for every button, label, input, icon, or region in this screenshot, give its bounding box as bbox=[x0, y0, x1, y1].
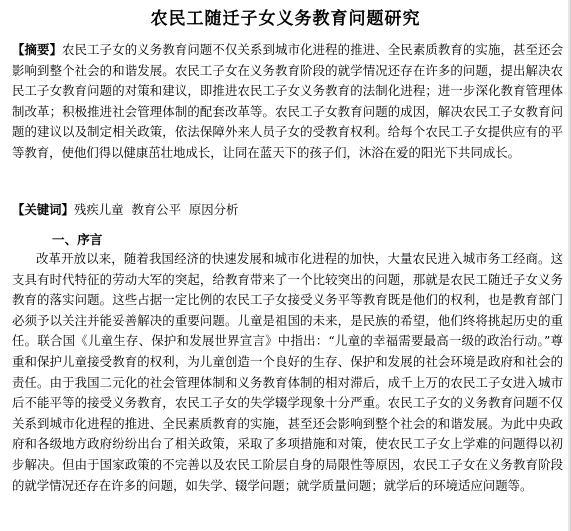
section-body-preface: 改革开放以来，随着我国经济的快速发展和城市化进程的加快，大量农民进入城市务工经商。这支具有时代特征的劳动大军的突起，给教育带来了一个比较突出的问题，那就是农民工随迁子女义务教育的落实问题。这些占据一定比例的农民工子女接受义务平等教育既是他们的权利，也是教育部门必须予以关注并能妥善解决的重要问题。儿童是祖国的未来，是民族的希望，他们终将挑起历史的重任。联合国《儿童生存、保护和发展世界宣言》中指出：“儿童的幸福需要最高一级的政治行动。”尊重和保护儿童接受教育的权利，为儿童创造一个良好的生存、保护和发展的社会环境是政府和社会的责任。由于我国二元化的社会管理体制和义务教育体制的相对滞后，成千上万的农民工子女进入城市后不能平等的接受义务教育，农民工子女的失学辍学现象十分严重。农民工子女的义务教育问题不仅关系到城市化进程的推进、全民素质教育的实施，甚至还会影响到整个社会的和谐发展。为此中央政府和各级地方政府纷纷出台了相关政策，采取了多项措施和对策，使农民工子女上学难的问题得以初步解决。但由于国家政策的不完善以及农民工阶层自身的局限性等原因，农民工子女在义务教育阶段的就学情况还存在许多的问题，如失学、辍学问题；就学质量问题；就学后的环境适应问题等。 bbox=[12, 251, 563, 493]
keywords-label: 【关键词】 bbox=[12, 202, 74, 217]
keywords-text: 残疾儿童 教育公平 原因分析 bbox=[73, 202, 239, 217]
abstract-paragraph bbox=[12, 40, 563, 164]
document-title: 农民工随迁子女义务教育问题研究 bbox=[150, 9, 421, 29]
keywords-paragraph bbox=[12, 200, 563, 221]
abstract-text: 农民工子女的义务教育问题不仅关系到城市化进程的推进、全民素质教育的实施，甚至还会影响到整个社会的和谐发展。农民工子女在义务教育阶段的就学情况还存在许多的问题，提出解决农民工子女教育问题的对策和建议，即推进农民工子女义务教育的法制化进程；进一步深化教育管理体制改革；积极推进社会管理体制的配套改革等。农民工子女教育问题的成因，解决农民工子女教育问题的建议以及制定相关政策，依法保障外来人员子女的受教育权利。给每个农民工子女提供应有的平等教育，使他们得以健康茁壮地成长，让同在蓝天下的孩子们，沐浴在爱的阳光下共同成长。 bbox=[12, 42, 564, 160]
section-heading-preface: 一、序言 bbox=[52, 232, 103, 247]
page-right-edge bbox=[568, 0, 570, 531]
abstract-label: 【摘要】 bbox=[12, 42, 63, 57]
